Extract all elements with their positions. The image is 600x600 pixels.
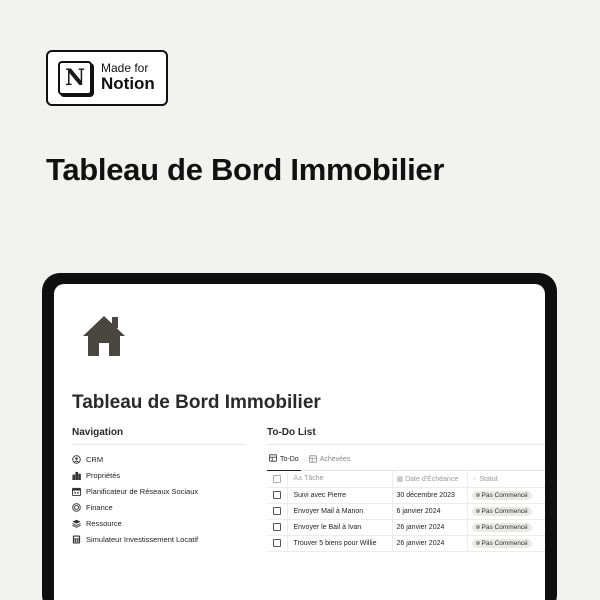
status-cell[interactable] bbox=[467, 487, 545, 503]
task-cell[interactable]: Suivi avec Pierre bbox=[287, 487, 392, 503]
table-row[interactable] bbox=[267, 503, 545, 519]
calculator-icon bbox=[72, 535, 81, 544]
nav-item-crm[interactable] bbox=[72, 451, 244, 467]
coins-icon bbox=[72, 503, 81, 512]
user-circle-icon bbox=[72, 455, 81, 464]
column-header-date[interactable]: ▦ Date d'Échéance bbox=[392, 471, 467, 487]
table-icon bbox=[269, 454, 277, 464]
status-badge: Pas Commencé bbox=[472, 539, 532, 548]
page-title: Tableau de Bord Immobilier bbox=[72, 392, 321, 413]
made-for-notion-badge bbox=[46, 50, 168, 106]
notion-logo-icon: N bbox=[58, 61, 92, 95]
todo-tabs bbox=[267, 449, 545, 471]
nav-item-label: Propriétés bbox=[86, 470, 121, 480]
text-icon: Aa bbox=[293, 475, 303, 483]
status-cell[interactable] bbox=[467, 503, 545, 519]
navigation-heading: Navigation bbox=[72, 427, 244, 445]
table-row[interactable] bbox=[267, 519, 545, 535]
nav-item-label: Finance bbox=[86, 502, 113, 512]
status-cell[interactable] bbox=[467, 519, 545, 535]
nav-item-label: Simulateur Investissement Locatif bbox=[86, 534, 199, 544]
buildings-icon bbox=[72, 471, 81, 480]
row-checkbox[interactable] bbox=[273, 539, 281, 547]
nav-item-simulateur[interactable] bbox=[72, 531, 244, 547]
tablet-frame bbox=[42, 273, 557, 600]
hero-title: Tableau de Bord Immobilier bbox=[46, 152, 445, 187]
checkbox-icon bbox=[273, 475, 281, 483]
table-header-row bbox=[267, 471, 545, 487]
row-checkbox[interactable] bbox=[273, 523, 281, 531]
tab-todo[interactable] bbox=[267, 449, 301, 471]
row-checkbox[interactable] bbox=[273, 507, 281, 515]
notion-page bbox=[54, 284, 545, 600]
column-header-task[interactable]: Aa Tâche bbox=[287, 471, 392, 487]
status-badge: Pas Commencé bbox=[472, 523, 532, 532]
row-checkbox[interactable] bbox=[273, 491, 281, 499]
nav-item-proprietes[interactable] bbox=[72, 467, 244, 483]
house-icon[interactable] bbox=[82, 314, 126, 358]
date-cell[interactable]: 6 janvier 2024 bbox=[392, 503, 467, 519]
task-cell[interactable]: Envoyer le Bail à Ivan bbox=[287, 519, 392, 535]
navigation-list bbox=[72, 451, 244, 547]
todo-heading: To-Do List bbox=[267, 427, 545, 445]
tab-label: Achevées bbox=[319, 456, 351, 463]
status-badge: Pas Commencé bbox=[472, 491, 532, 500]
date-cell[interactable]: 26 janvier 2024 bbox=[392, 519, 467, 535]
calendar-icon: ▦ bbox=[396, 475, 404, 483]
status-badge: Pas Commencé bbox=[472, 507, 532, 516]
layers-icon bbox=[72, 519, 81, 528]
date-cell[interactable]: 26 janvier 2024 bbox=[392, 535, 467, 551]
nav-item-label: CRM bbox=[86, 454, 104, 464]
table-row[interactable] bbox=[267, 535, 545, 551]
badge-text bbox=[101, 62, 155, 94]
task-cell[interactable]: Envoyer Mail à Manon bbox=[287, 503, 392, 519]
tab-achevees[interactable] bbox=[307, 449, 353, 471]
badge-line1: Made for bbox=[101, 61, 149, 76]
status-icon: ⁘ bbox=[471, 475, 478, 483]
todo-section bbox=[267, 427, 545, 552]
tab-label: To-Do bbox=[280, 455, 299, 463]
todo-table bbox=[267, 471, 545, 552]
task-cell[interactable]: Trouver 5 biens pour Willie bbox=[287, 535, 392, 551]
nav-item-ressource[interactable] bbox=[72, 515, 244, 531]
table-icon bbox=[309, 455, 317, 465]
date-cell[interactable]: 30 décembre 2023 bbox=[392, 487, 467, 503]
nav-item-label: Ressource bbox=[86, 518, 122, 528]
column-header-status[interactable]: ⁘ Statut bbox=[467, 471, 545, 487]
table-row[interactable] bbox=[267, 487, 545, 503]
nav-item-finance[interactable] bbox=[72, 499, 244, 515]
calendar-social-icon bbox=[72, 487, 81, 496]
status-cell[interactable] bbox=[467, 535, 545, 551]
header-checkbox[interactable] bbox=[267, 471, 287, 487]
nav-item-planificateur[interactable] bbox=[72, 483, 244, 499]
badge-line2: Notion bbox=[101, 74, 155, 94]
navigation-section bbox=[72, 427, 244, 547]
nav-item-label: Planificateur de Réseaux Sociaux bbox=[86, 486, 199, 496]
